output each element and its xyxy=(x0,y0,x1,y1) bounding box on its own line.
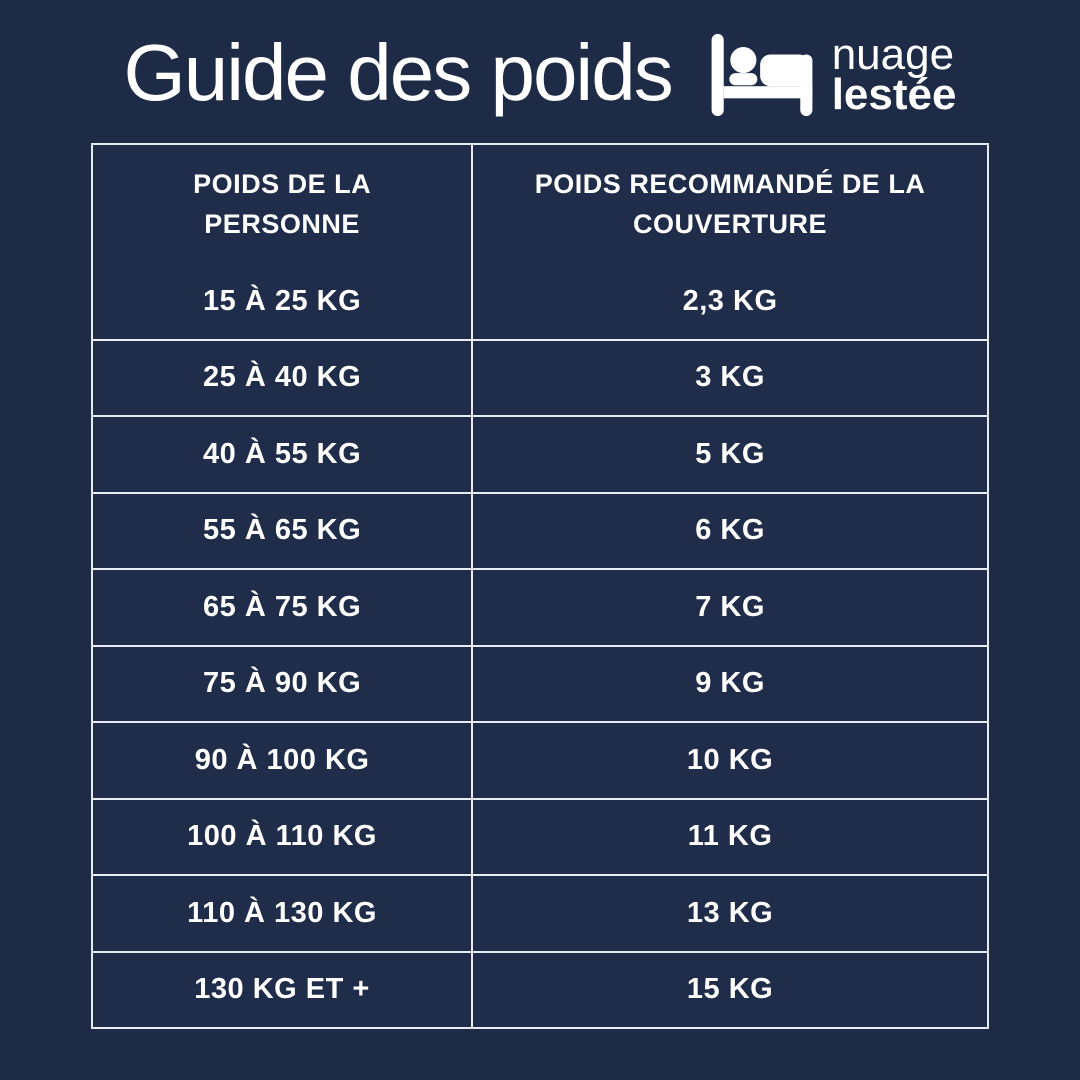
column-header-blanket-weight: POIDS RECOMMANDÉ DE LA COUVERTURE xyxy=(471,145,987,264)
cell-person-weight: 15 À 25 KG xyxy=(203,284,362,317)
table-row xyxy=(93,645,987,722)
cell-blanket-weight: 13 KG xyxy=(471,876,987,951)
cell-blanket-weight: 11 KG xyxy=(471,800,987,875)
cell-blanket-weight: 10 KG xyxy=(471,723,987,798)
weight-guide-table xyxy=(91,143,989,1029)
cell-person-weight: 40 À 55 KG xyxy=(203,437,362,470)
cell-person-weight: 90 À 100 KG xyxy=(194,743,370,776)
table-row xyxy=(93,339,987,416)
table-row xyxy=(93,492,987,569)
brand-name-line2: lestée xyxy=(831,70,957,119)
table-row xyxy=(93,798,987,875)
cell-blanket-weight: 9 KG xyxy=(471,647,987,722)
cell-person-weight: 130 KG ET + xyxy=(194,973,370,1006)
cell-person-weight: 100 À 110 KG xyxy=(187,820,377,853)
table-row xyxy=(93,874,987,951)
cell-blanket-weight: 2,3 KG xyxy=(471,264,987,339)
table-row xyxy=(93,721,987,798)
cell-person-weight: 55 À 65 KG xyxy=(203,514,362,547)
table-body xyxy=(93,264,987,1027)
cell-person-weight: 25 À 40 KG xyxy=(203,361,362,394)
header xyxy=(0,0,1080,138)
cell-blanket-weight: 15 KG xyxy=(471,953,987,1028)
cell-blanket-weight: 6 KG xyxy=(471,494,987,569)
table-row xyxy=(93,415,987,492)
cell-blanket-weight: 7 KG xyxy=(471,570,987,645)
page-title: Guide des poids xyxy=(123,28,672,117)
cell-person-weight: 110 À 130 KG xyxy=(187,896,377,929)
cell-blanket-weight: 5 KG xyxy=(471,417,987,492)
column-header-person-weight: POIDS DE LA PERSONNE xyxy=(193,169,372,239)
cell-person-weight: 65 À 75 KG xyxy=(203,590,362,623)
cell-blanket-weight: 3 KG xyxy=(471,341,987,416)
table-row xyxy=(93,264,987,339)
bed-icon xyxy=(706,31,818,119)
brand-logo xyxy=(706,31,957,119)
brand-logo-text xyxy=(831,29,957,119)
cell-person-weight: 75 À 90 KG xyxy=(203,667,362,700)
table-header-row xyxy=(93,145,987,264)
table-row xyxy=(93,568,987,645)
brand-name-line1: nuage xyxy=(831,29,955,79)
table-row xyxy=(93,951,987,1028)
